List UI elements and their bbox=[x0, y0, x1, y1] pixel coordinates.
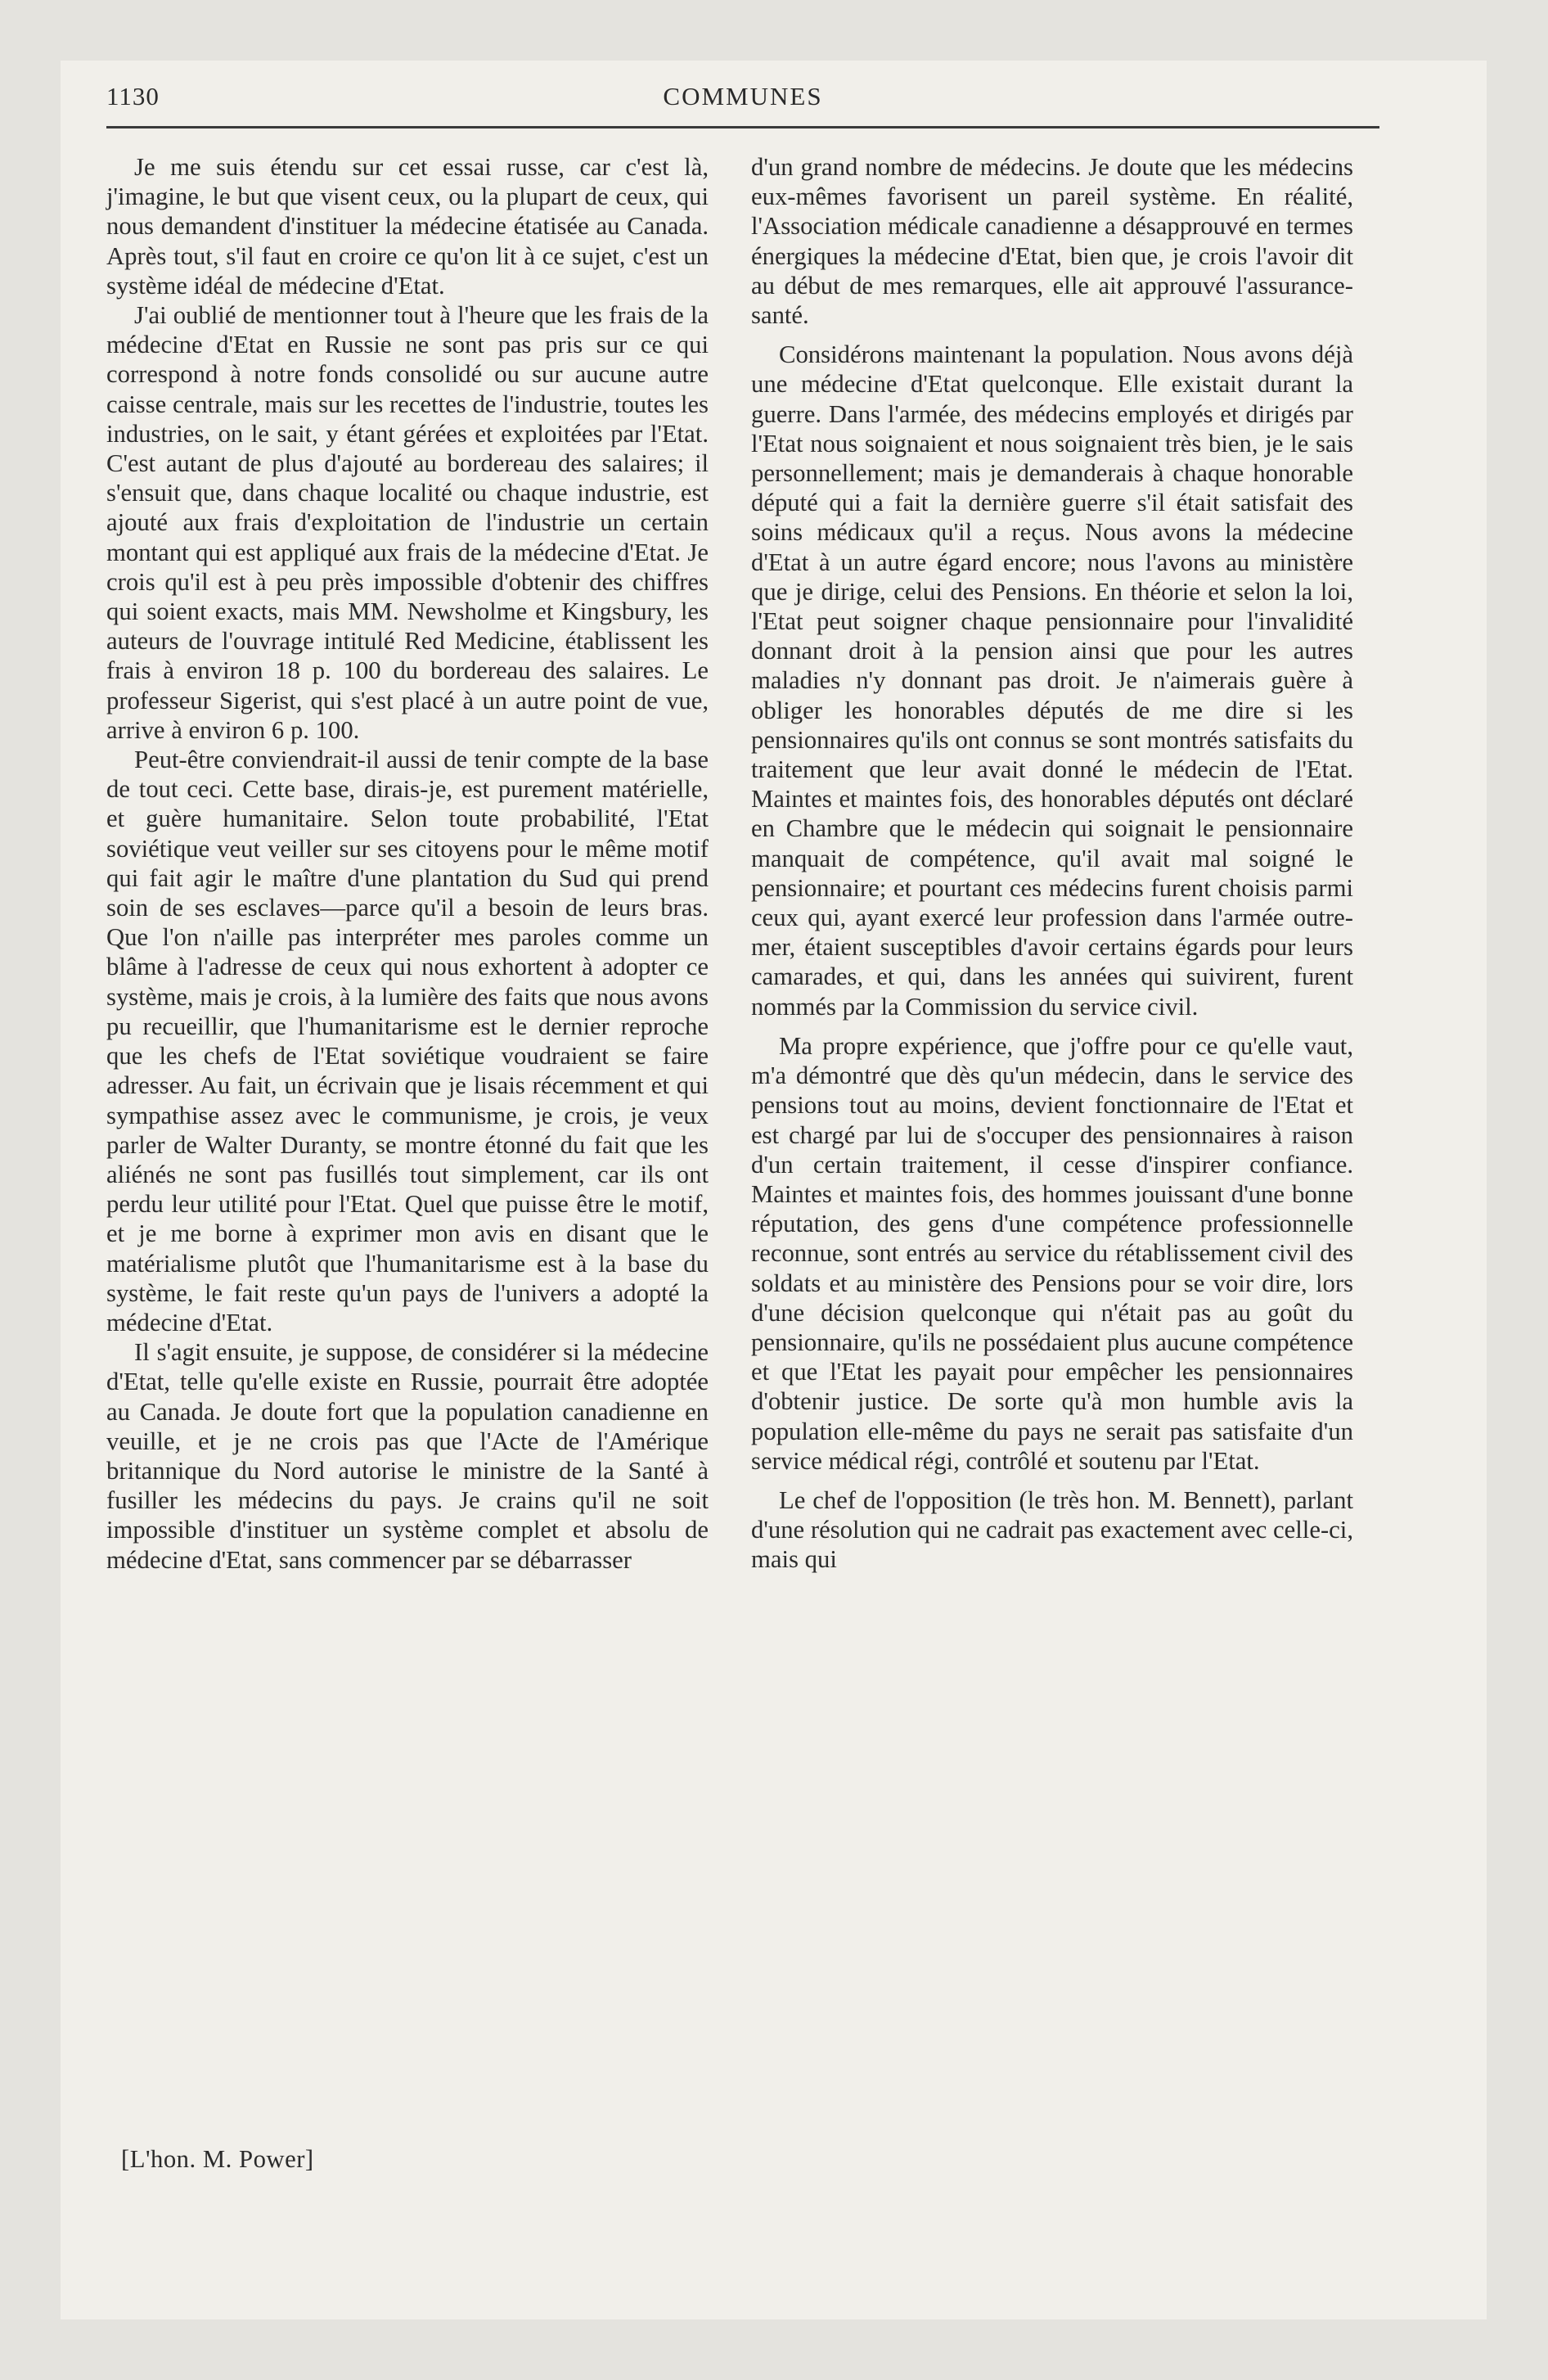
page-number: 1130 bbox=[106, 82, 160, 110]
right-column bbox=[751, 152, 1353, 1575]
paragraph: Considérons maintenant la population. Nous avons déjà une médecine d'Etat quelconque. Elle existait durant la guerre. Dans l'armée, des médecins employés et dirigés par l'Etat nous soignaient et nous soignaient très bien, je le sais personnellement; mais je demanderais à chaque honorable député qui a fait la dernière guerre s'il était satisfait des soins médicaux qu'il a reçus. Nous avons la médecine d'Etat à un autre égard encore; nous l'avons au ministère que je dirige, celui des Pensions. En théorie et selon la loi, l'Etat peut soigner chaque pensionnaire pour l'invalidité donnant droit à la pension ainsi que pour les autres maladies n'y donnant pas droit. Je n'aimerais guère à obliger les honorables députés de me dire si les pensionnaires qu'ils ont connus se sont montrés satisfaits du traitement que leur avait donné le médecin de l'Etat. Maintes et maintes fois, des honorables députés ont déclaré en Chambre que le médecin qui soignait le pensionnaire manquait de compétence, qu'il avait mal soigné le pensionnaire; et pourtant ces médecins furent choisis parmi ceux qui, ayant exercé leur profession dans l'armée outre-mer, étaient susceptibles d'avoir certains égards pour leurs camarades, et qui, dans les années qui suivirent, furent nommés par la Commission du service civil. bbox=[751, 340, 1353, 1021]
page-header bbox=[106, 82, 1379, 123]
paragraph: Il s'agit ensuite, je suppose, de considérer si la médecine d'Etat, telle qu'elle existe en Russie, pourrait être adoptée au Canada. Je doute fort que la population canadienne en veuille, et je ne crois pas que l'Acte de l'Amérique britannique du Nord autorise le ministre de la Santé à fusiller les médecins du pays. Je crains qu'il ne soit impossible d'instituer un système complet et absolu de médecine d'Etat, sans commencer par se débarrasser bbox=[106, 1338, 709, 1574]
paragraph: Le chef de l'opposition (le très hon. M. Bennett), parlant d'une résolution qui ne cadrait pas exactement avec celle-ci, mais qui bbox=[751, 1485, 1353, 1574]
left-column bbox=[106, 152, 709, 1575]
header-rule bbox=[106, 126, 1379, 128]
paragraph: Peut-être conviendrait-il aussi de tenir compte de la base de tout ceci. Cette base, dirais-je, est purement matérielle, et guère humanitaire. Selon toute probabilité, l'Etat soviétique veut veiller sur ses citoyens pour le même motif qui fait agir le maître d'une plantation du Sud qui prend soin de ses esclaves—parce qu'il a besoin de leurs bras. Que l'on n'aille pas interpréter mes paroles comme un blâme à l'adresse de ceux qui nous exhortent à adopter ce système, mais je crois, à la lumière des faits que nous avons pu recueillir, que l'humanitarisme est le dernier reproche que les chefs de l'Etat soviétique voudraient se faire adresser. Au fait, un écrivain que je lisais récemment et qui sympathise assez avec le communisme, je crois, je veux parler de Walter Duranty, se montre étonné du fait que les aliénés ne sont pas fusillés tout simplement, car ils ont perdu leur utilité pour l'Etat. Quel que puisse être le motif, et je me borne à exprimer mon avis en disant que le matérialisme plutôt que l'humanitarisme est à la base du système, le fait reste qu'un pays de l'univers a adopté la médecine d'Etat. bbox=[106, 746, 709, 1336]
paragraph: Ma propre expérience, que j'offre pour ce qu'elle vaut, m'a démontré que dès qu'un médecin, dans le service des pensions tout au moins, devient fonctionnaire de l'Etat et est chargé par lui de s'occuper des pensionnaires à raison d'un certain traitement, il cesse d'inspirer confiance. Maintes et maintes fois, des hommes jouissant d'une bonne réputation, des gens d'une compétence professionnelle reconnue, sont entrés au service du rétablissement civil des soldats et au ministère des Pensions pour se voir dire, lors d'une décision quelconque qui n'était pas au goût du pensionnaire, qu'ils ne possédaient plus aucune compétence et que l'Etat les payait pour empêcher les pensionnaires d'obtenir justice. De sorte qu'à mon humble avis la population elle-même du pays ne serait pas satisfaite d'un service médical régi, contrôlé et soutenu par l'Etat. bbox=[751, 1031, 1353, 1475]
paragraph: Je me suis étendu sur cet essai russe, car c'est là, j'imagine, le but que visent ceux, ou la plupart de ceux, qui nous demandent d'instituer la médecine étatisée au Canada. Après tout, s'il faut en croire ce qu'on lit à ce sujet, c'est un système idéal de médecine d'Etat. bbox=[106, 153, 709, 300]
running-head: COMMUNES bbox=[663, 82, 823, 110]
paragraph: J'ai oublié de mentionner tout à l'heure que les frais de la médecine d'Etat en Russie ne sont pas pris sur ce qui correspond à notre fonds consolidé ou sur aucune autre caisse centrale, mais sur les recettes de l'industrie, toutes les industries, on le sait, y étant gérées et exploitées par l'Etat. C'est autant de plus d'ajouté au bordereau des salaires; il s'ensuit que, dans chaque localité ou chaque industrie, est ajouté aux frais d'exploitation de l'industrie un certain montant qui est appliqué aux frais de la médecine d'Etat. Je crois qu'il est à peu près impossible d'obtenir des chiffres qui soient exacts, mais MM. Newsholme et Kingsbury, les auteurs de l'ouvrage intitulé Red Medicine, établissent les frais à environ 18 p. 100 du bordereau des salaires. Le professeur Sigerist, qui s'est placé à un autre point de vue, arrive à environ 6 p. 100. bbox=[106, 301, 709, 744]
speaker-citation: [L'hon. M. Power] bbox=[121, 2145, 314, 2173]
paragraph: d'un grand nombre de médecins. Je doute que les médecins eux-mêmes favorisent un pareil système. En réalité, l'Association médicale canadienne a désapprouvé en termes énergiques la médecine d'Etat, bien que, je crois l'avoir dit au début de mes remarques, elle ait approuvé l'assurance-santé. bbox=[751, 153, 1353, 330]
